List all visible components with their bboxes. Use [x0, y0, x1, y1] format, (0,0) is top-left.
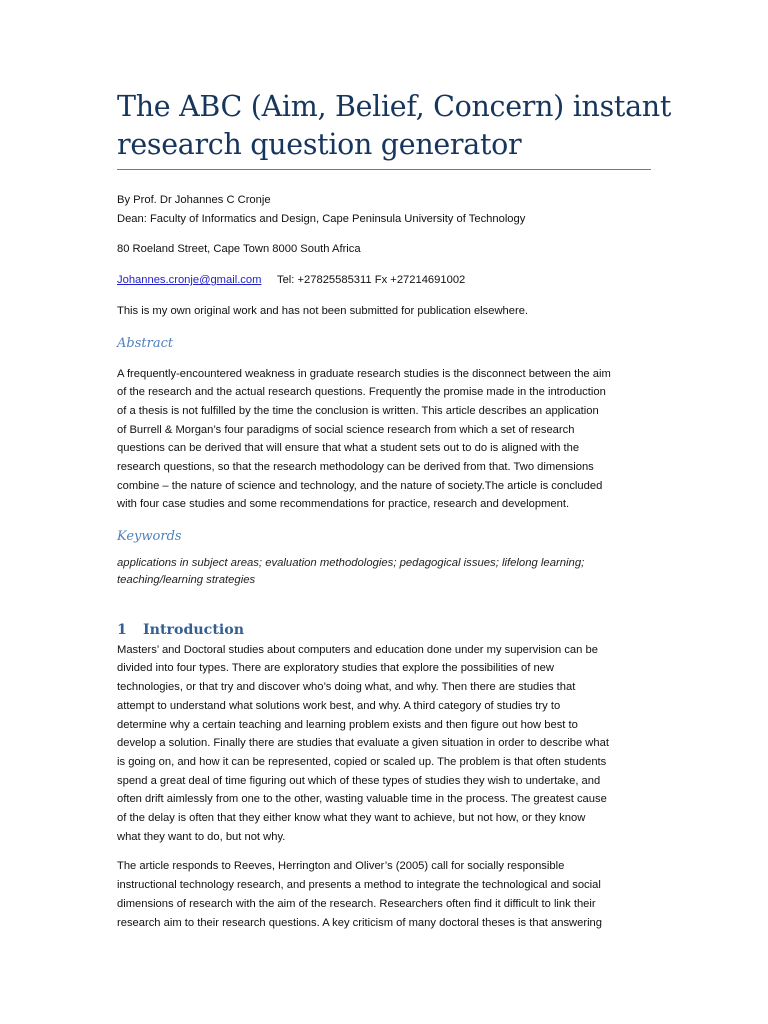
keywords-line: applications in subject areas; evaluation methodologies; pedagogical issues; lifelong learning; [117, 557, 585, 570]
abstract-heading: Abstract [117, 335, 174, 351]
body-line: often drift aimlessly from one to the other, wasting valuable time in the process. The greatest cause [117, 793, 607, 806]
abstract-line: A frequently-encountered weakness in graduate research studies is the disconnect between the aim [117, 367, 611, 380]
keywords-body [117, 555, 651, 589]
author-block [117, 191, 651, 228]
author-affiliation: Dean: Faculty of Informatics and Design, Cape Peninsula University of Technology [117, 212, 526, 225]
body-line: divided into four types. There are exploratory studies that explore the possibilities of new [117, 662, 554, 675]
body-line: spend a great deal of time figuring out which of these types of studies they wish to undertake, and [117, 774, 601, 787]
body-line: develop a solution. Finally there are studies that evaluate a given situation in order to describe what [117, 737, 609, 750]
contact-line [117, 271, 651, 290]
title-line: The ABC (Aim, Belief, Concern) instant [117, 90, 671, 123]
body-line: is going on, and how it can be represented, copied or scaled up. The problem is that often students [117, 755, 607, 768]
keywords-line: teaching/learning strategies [117, 573, 256, 586]
paper-title [117, 88, 671, 164]
body-line: of the delay is often that they either know what they want to achieve, but not how, or they know [117, 812, 586, 825]
abstract-body [117, 365, 651, 515]
email-link[interactable]: Johannes.cronje@gmail.com [117, 274, 262, 287]
keywords-heading: Keywords [117, 529, 182, 545]
phone-fax: Tel: +27825585311 Fx +27214691002 [276, 274, 466, 287]
abstract-line: combine – the nature of science and technology, and the nature of society.The article is concluded [117, 479, 603, 492]
body-line: Masters’ and Doctoral studies about computers and education done under my supervision can be [117, 643, 598, 656]
section-heading [117, 620, 651, 640]
body-line: The article responds to Reeves, Herrington and Oliver’s (2005) call for socially responsible [117, 860, 565, 873]
abstract-line: of Burrell & Morgan’s four paradigms of social science research from which a set of research [117, 423, 575, 436]
abstract-line: research questions, so that the research methodology can be derived from that. Two dimensions [117, 461, 594, 474]
abstract-line: of a thesis is not fulfilled by the time the conclusion is written. This article describes an application [117, 404, 599, 417]
intro-paragraph-1 [117, 641, 651, 847]
body-line: attempt to understand what solutions work best, and why. A third category of studies try to [117, 699, 561, 712]
title-line: research question generator [117, 128, 522, 161]
body-line: technologies, or that try and discover who’s doing what, and why. Then there are studies that [117, 681, 576, 694]
author-address: 80 Roeland Street, Cape Town 8000 South Africa [117, 243, 361, 256]
body-line: determine why a certain teaching and learning problem exists and then figure out how best to [117, 718, 578, 731]
body-line: research aim to their research questions. A key criticism of many doctoral theses is that answering [117, 916, 603, 929]
abstract-line: of the research and the actual research questions. Frequently the promise made in the introduction [117, 386, 606, 399]
originality-declaration: This is my own original work and has not been submitted for publication elsewhere. [117, 304, 529, 317]
intro-paragraph-2 [117, 857, 651, 932]
title-rule [117, 169, 651, 170]
body-line: instructional technology research, and presents a method to integrate the technological and social [117, 879, 601, 892]
section-title: Introduction [143, 621, 245, 638]
author-byline: By Prof. Dr Johannes C Cronje [117, 194, 271, 206]
body-line: what they want to do, but not why. [117, 830, 286, 843]
document-page [117, 88, 671, 932]
abstract-line: with four case studies and some recommendations for practice, research and development. [117, 498, 570, 511]
abstract-line: questions can be derived that will ensure that what a student sets out to do is aligned with the [117, 442, 580, 455]
body-line: dimensions of research with the aim of the research. Researchers often find it difficult to link their [117, 897, 596, 910]
section-number: 1 [117, 621, 127, 638]
